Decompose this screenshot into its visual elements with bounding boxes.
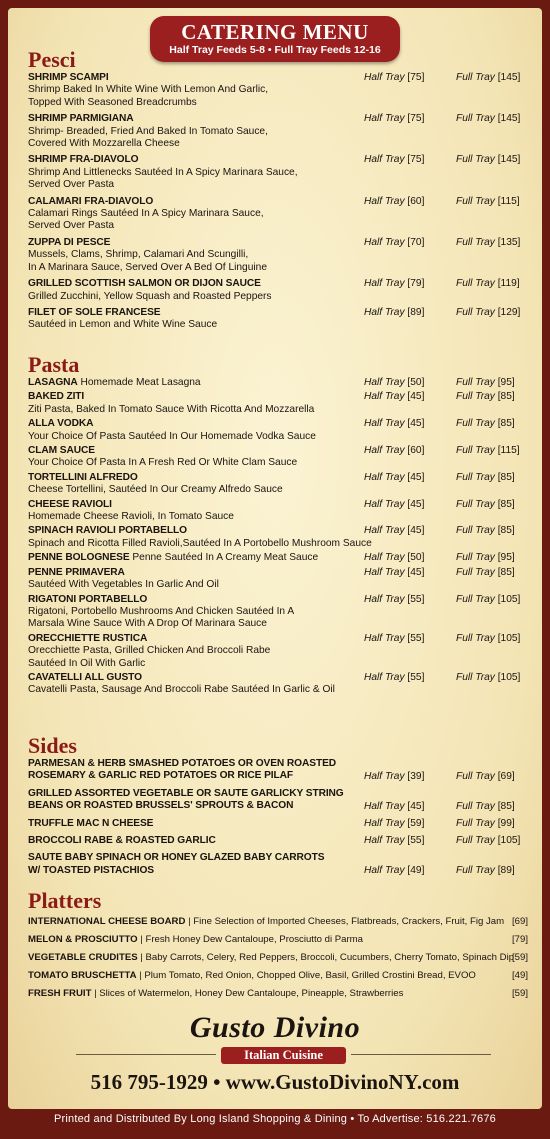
item-name: BROCCOLI RABE & ROASTED GARLIC <box>28 835 216 847</box>
half-tray-price <box>364 594 424 606</box>
full-tray-amount: [105] <box>497 835 521 847</box>
platter-name: FRESH FRUIT <box>28 988 92 999</box>
item-description: Mussels, Clams, Shrimp, Calamari And Scungilli, <box>28 249 249 261</box>
item-name: PENNE BOLOGNESE <box>28 552 130 564</box>
item-description: Shrimp- Breaded, Fried And Baked In Tomato Sauce, <box>28 125 268 137</box>
full-tray-label: Full Tray <box>456 418 498 430</box>
full-tray-price <box>456 72 520 84</box>
half-tray-label: Half Tray <box>364 498 408 510</box>
item-line <box>28 552 528 564</box>
half-tray-label: Half Tray <box>364 154 408 166</box>
half-tray-label: Half Tray <box>364 418 408 430</box>
full-tray-amount: [85] <box>497 471 515 483</box>
item-name: CLAM SAUCE <box>28 445 95 457</box>
footer-text: Printed and Distributed By Long Island Shopping & Dining • To Advertise: 516.221.7676 <box>54 1113 496 1125</box>
half-tray-amount: [45] <box>407 391 425 403</box>
section-platters <box>28 889 528 1003</box>
item-line <box>28 499 528 511</box>
section-pasta <box>28 353 528 699</box>
full-tray-amount: [105] <box>497 593 521 605</box>
item-inline-desc: Penne Sautéed In A Creamy Meat Sauce <box>132 552 319 564</box>
item-line <box>28 818 528 830</box>
full-tray-amount: [115] <box>497 445 520 457</box>
full-tray-price <box>456 307 520 319</box>
half-tray-amount: [45] <box>407 498 425 510</box>
full-tray-label: Full Tray <box>456 154 498 166</box>
item-description: Sautéed With Vegetables In Garlic And Oil <box>28 579 219 591</box>
item-description: Cheese Tortellini, Sautéed In Our Creamy Alfredo Sauce <box>28 484 283 496</box>
full-tray-price <box>456 818 515 830</box>
item-line <box>28 307 528 319</box>
half-tray-price <box>364 196 424 208</box>
half-tray-price <box>364 865 424 877</box>
full-tray-price <box>456 771 515 783</box>
half-tray-amount: [45] <box>407 471 425 483</box>
item-name: CAVATELLI ALL GUSTO <box>28 671 142 683</box>
item-description: Cavatelli Pasta, Sausage And Broccoli Rabe Sautéed In Garlic & Oil <box>28 684 335 696</box>
item-line <box>28 852 528 864</box>
half-tray-price <box>364 472 424 484</box>
divider-right <box>351 1054 491 1055</box>
menu-item <box>28 525 528 550</box>
item-line <box>28 567 528 579</box>
platter-description: | Slices of Watermelon, Honey Dew Cantaloupe, Pineapple, Strawberries <box>94 988 404 999</box>
item-description: Covered With Mozzarella Cheese <box>28 138 180 150</box>
menu-item <box>28 307 528 332</box>
half-tray-amount: [45] <box>407 418 425 430</box>
section-title-pesci: Pesci <box>28 47 76 72</box>
item-line <box>28 525 528 537</box>
menu-item <box>28 418 528 443</box>
full-tray-label: Full Tray <box>456 72 498 83</box>
full-tray-price <box>456 237 520 249</box>
menu-item <box>28 196 528 233</box>
brand-logo: Gusto Divino <box>189 1011 361 1044</box>
half-tray-amount: [75] <box>407 113 425 125</box>
item-line <box>28 445 528 457</box>
full-tray-amount: [85] <box>497 566 515 578</box>
platter-item <box>28 949 528 967</box>
half-tray-amount: [55] <box>407 671 425 683</box>
half-tray-price <box>364 391 424 403</box>
item-line <box>28 391 528 403</box>
half-tray-label: Half Tray <box>364 671 408 683</box>
full-tray-price <box>456 835 520 847</box>
full-tray-label: Full Tray <box>456 471 498 483</box>
half-tray-amount: [55] <box>407 593 425 605</box>
full-tray-amount: [145] <box>497 154 521 166</box>
menu-item <box>28 552 528 564</box>
menu-item <box>28 445 528 470</box>
item-line <box>28 237 528 249</box>
item-description: Shrimp And Littlenecks Sautéed In A Spicy Marinara Sauce, <box>28 166 298 178</box>
full-tray-amount: [85] <box>497 391 515 403</box>
half-tray-label: Half Tray <box>364 72 408 83</box>
item-line <box>28 594 528 606</box>
half-tray-amount: [49] <box>407 865 425 877</box>
platters-list <box>28 913 528 1003</box>
full-tray-price <box>456 552 515 564</box>
menu-item <box>28 499 528 524</box>
contact-line: 516 795-1929 • www.GustoDivinoNY.com <box>90 1070 460 1094</box>
menu-item <box>28 237 528 274</box>
item-name: ALLA VODKA <box>28 418 94 430</box>
platter-name: INTERNATIONAL CHEESE BOARD <box>28 916 186 927</box>
item-description: Grilled Zucchini, Yellow Squash and Roasted Peppers <box>28 290 272 302</box>
section-sides <box>28 734 528 882</box>
platter-price: [59] <box>511 988 528 999</box>
item-line <box>28 418 528 430</box>
full-tray-label: Full Tray <box>456 835 498 847</box>
item-name: CHEESE RAVIOLI <box>28 498 112 510</box>
platter-name: VEGETABLE CRUDITES <box>28 952 138 963</box>
menu-item <box>28 852 528 877</box>
brand-tagline: Italian Cuisine <box>221 1047 346 1064</box>
full-tray-price <box>456 865 515 877</box>
full-tray-amount: [85] <box>497 498 515 510</box>
half-tray-amount: [70] <box>407 236 425 248</box>
item-name: SPINACH RAVIOLI PORTABELLO <box>28 525 187 537</box>
full-tray-label: Full Tray <box>456 377 498 388</box>
platter-price: [49] <box>511 970 528 981</box>
menu-item <box>28 472 528 497</box>
half-tray-price <box>364 499 424 511</box>
half-tray-price <box>364 672 424 684</box>
half-tray-label: Half Tray <box>364 632 408 644</box>
full-tray-label: Full Tray <box>456 593 498 605</box>
half-tray-price <box>364 377 424 389</box>
half-tray-price <box>364 835 424 847</box>
item-description: Marsala Wine Sauce With A Drop Of Marinara Sauce <box>28 618 267 630</box>
item-name: BAKED ZITI <box>28 391 85 403</box>
half-tray-label: Half Tray <box>364 865 408 877</box>
half-tray-amount: [75] <box>407 154 425 166</box>
half-tray-amount: [75] <box>407 72 425 83</box>
half-tray-amount: [60] <box>407 445 425 457</box>
platter-item <box>28 967 528 985</box>
menu-item <box>28 154 528 191</box>
full-tray-amount: [99] <box>497 817 515 829</box>
platter-price: [79] <box>511 934 528 945</box>
platter-item <box>28 985 528 1003</box>
half-tray-amount: [45] <box>407 525 425 537</box>
half-tray-price <box>364 278 424 290</box>
full-tray-amount: [95] <box>497 552 515 564</box>
sides-list <box>28 758 528 877</box>
half-tray-label: Half Tray <box>364 195 408 207</box>
item-name: TRUFFLE MAC N CHEESE <box>28 817 154 829</box>
menu-item <box>28 72 528 109</box>
full-tray-label: Full Tray <box>456 306 498 318</box>
full-tray-price <box>456 445 520 457</box>
full-tray-amount: [85] <box>497 525 515 537</box>
full-tray-price <box>456 567 515 579</box>
menu-item <box>28 758 528 783</box>
item-name: PARMESAN & HERB SMASHED POTATOES OR OVEN ROASTED <box>28 758 337 769</box>
item-name: LASAGNA <box>28 377 78 388</box>
section-title-platters: Platters <box>28 888 102 913</box>
half-tray-amount: [45] <box>407 800 425 812</box>
full-tray-label: Full Tray <box>456 498 498 510</box>
full-tray-price <box>456 801 515 813</box>
full-tray-label: Full Tray <box>456 817 498 829</box>
full-tray-price <box>456 472 515 484</box>
full-tray-label: Full Tray <box>456 566 498 578</box>
item-description: Served Over Pasta <box>28 220 115 232</box>
half-tray-label: Half Tray <box>364 525 408 537</box>
full-tray-label: Full Tray <box>456 391 498 403</box>
full-tray-price <box>456 391 515 403</box>
item-name: ORECCHIETTE RUSTICA <box>28 632 148 644</box>
full-tray-label: Full Tray <box>456 113 498 125</box>
menu-item <box>28 567 528 592</box>
menu-title: CATERING MENU <box>181 20 369 44</box>
full-tray-amount: [119] <box>497 278 520 290</box>
menu-item <box>28 633 528 670</box>
full-tray-price <box>456 525 515 537</box>
item-name: SHRIMP SCAMPI <box>28 72 109 83</box>
full-tray-price <box>456 196 520 208</box>
menu-item <box>28 788 528 813</box>
half-tray-price <box>364 154 424 166</box>
item-description: Shrimp Baked In White Wine With Lemon And Garlic, <box>28 84 269 96</box>
menu-item <box>28 594 528 631</box>
item-line <box>28 633 528 645</box>
menu-item <box>28 113 528 150</box>
full-tray-amount: [129] <box>497 306 521 318</box>
full-tray-amount: [115] <box>497 195 520 207</box>
item-name: TORTELLINI ALFREDO <box>28 471 138 483</box>
item-line <box>28 758 528 770</box>
menu-item <box>28 835 528 847</box>
item-name: GRILLED SCOTTISH SALMON OR DIJON SAUCE <box>28 278 261 290</box>
platter-description: | Baby Carrots, Celery, Red Peppers, Broccoli, Cucumbers, Cherry Tomato, Spinach Dip <box>140 952 515 963</box>
half-tray-label: Half Tray <box>364 771 408 782</box>
full-tray-label: Full Tray <box>456 865 498 877</box>
platter-price: [59] <box>511 952 528 963</box>
platter-description: | Fresh Honey Dew Cantaloupe, Prosciutto di Parma <box>140 934 364 945</box>
half-tray-price <box>364 818 424 830</box>
menu-item <box>28 278 528 303</box>
full-tray-amount: [85] <box>497 800 515 812</box>
full-tray-amount: [105] <box>497 632 521 644</box>
half-tray-amount: [60] <box>407 195 425 207</box>
item-name-continued: ROSEMARY & GARLIC RED POTATOES OR RICE PILAF <box>28 770 294 782</box>
platter-name: TOMATO BRUSCHETTA <box>28 970 137 981</box>
platter-name: MELON & PROSCIUTTO <box>28 934 138 945</box>
item-description: Your Choice Of Pasta In A Fresh Red Or White Clam Sauce <box>28 457 298 469</box>
half-tray-amount: [45] <box>407 566 425 578</box>
full-tray-amount: [145] <box>497 113 521 125</box>
full-tray-price <box>456 499 515 511</box>
item-name: ZUPPA DI PESCE <box>28 236 111 248</box>
menu-page <box>8 8 542 1109</box>
item-name-continued: BEANS OR ROASTED BRUSSELS' SPROUTS & BACON <box>28 800 294 812</box>
half-tray-label: Half Tray <box>364 566 408 578</box>
full-tray-price <box>456 278 520 290</box>
item-name: PENNE PRIMAVERA <box>28 566 125 578</box>
full-tray-label: Full Tray <box>456 632 498 644</box>
item-line <box>28 377 528 389</box>
half-tray-label: Half Tray <box>364 377 408 388</box>
item-line <box>28 835 528 847</box>
full-tray-price <box>456 633 520 645</box>
full-tray-amount: [89] <box>497 865 515 877</box>
half-tray-amount: [89] <box>407 306 425 318</box>
item-inline-desc: Homemade Meat Lasagna <box>80 377 201 388</box>
half-tray-amount: [59] <box>407 817 425 829</box>
half-tray-price <box>364 418 424 430</box>
full-tray-label: Full Tray <box>456 195 498 207</box>
full-tray-amount: [69] <box>497 771 515 782</box>
platter-item <box>28 931 528 949</box>
half-tray-label: Half Tray <box>364 278 408 290</box>
half-tray-label: Half Tray <box>364 236 408 248</box>
full-tray-price <box>456 418 515 430</box>
full-tray-label: Full Tray <box>456 525 498 537</box>
section-title-pasta: Pasta <box>28 352 80 377</box>
item-name: CALAMARI FRA-DIAVOLO <box>28 195 154 207</box>
full-tray-amount: [85] <box>497 418 515 430</box>
half-tray-label: Half Tray <box>364 552 408 564</box>
full-tray-amount: [135] <box>497 236 521 248</box>
half-tray-label: Half Tray <box>364 835 408 847</box>
half-tray-amount: [55] <box>407 632 425 644</box>
item-name: GRILLED ASSORTED VEGETABLE OR SAUTE GARLICKY STRING <box>28 787 344 799</box>
full-tray-amount: [145] <box>497 72 521 83</box>
half-tray-price <box>364 567 424 579</box>
platter-price: [69] <box>511 916 528 927</box>
divider-left <box>76 1054 216 1055</box>
full-tray-amount: [95] <box>497 377 515 388</box>
half-tray-amount: [55] <box>407 835 425 847</box>
menu-item <box>28 377 528 389</box>
full-tray-price <box>456 594 520 606</box>
item-description: In A Marinara Sauce, Served Over A Bed Of Linguine <box>28 261 267 273</box>
half-tray-amount: [50] <box>407 377 425 388</box>
platter-description: | Plum Tomato, Red Onion, Chopped Olive, Basil, Grilled Crostini Bread, EVOO <box>139 970 476 981</box>
item-name: SHRIMP FRA-DIAVOLO <box>28 154 139 166</box>
pasta-list <box>28 377 528 697</box>
half-tray-price <box>364 801 424 813</box>
menu-item <box>28 818 528 830</box>
half-tray-label: Half Tray <box>364 306 408 318</box>
half-tray-label: Half Tray <box>364 471 408 483</box>
item-description: Your Choice Of Pasta Sautéed In Our Homemade Vodka Sauce <box>28 430 316 442</box>
item-description: Topped With Seasoned Breadcrumbs <box>28 96 197 108</box>
half-tray-price <box>364 771 424 783</box>
half-tray-label: Half Tray <box>364 593 408 605</box>
item-name: FILET OF SOLE FRANCESE <box>28 306 161 318</box>
full-tray-label: Full Tray <box>456 278 498 290</box>
half-tray-price <box>364 72 424 84</box>
full-tray-price <box>456 377 515 389</box>
item-description: Served Over Pasta <box>28 179 115 191</box>
item-description: Homemade Cheese Ravioli, In Tomato Sauce <box>28 511 234 523</box>
half-tray-amount: [79] <box>407 278 425 290</box>
item-line <box>28 72 528 84</box>
platter-item <box>28 913 528 931</box>
item-description: Orecchiette Pasta, Grilled Chicken And Broccoli Rabe <box>28 645 271 657</box>
full-tray-label: Full Tray <box>456 671 498 683</box>
half-tray-label: Half Tray <box>364 817 408 829</box>
menu-item <box>28 391 528 416</box>
full-tray-label: Full Tray <box>456 236 498 248</box>
half-tray-price <box>364 445 424 457</box>
half-tray-label: Half Tray <box>364 800 408 812</box>
platter-description: | Fine Selection of Imported Cheeses, Flatbreads, Crackers, Fruit, Fig Jam <box>188 916 505 927</box>
half-tray-label: Half Tray <box>364 445 408 457</box>
item-description: Calamari Rings Sautéed In A Spicy Marinara Sauce, <box>28 208 264 220</box>
half-tray-price <box>364 307 424 319</box>
item-line <box>28 278 528 290</box>
full-tray-price <box>456 113 520 125</box>
menu-subtitle: Half Tray Feeds 5-8 • Full Tray Feeds 12-16 <box>169 44 381 56</box>
pesci-list <box>28 72 528 332</box>
item-description: Sautéed in Lemon and White Wine Sauce <box>28 319 218 331</box>
item-name-continued: W/ TOASTED PISTACHIOS <box>28 864 155 876</box>
item-description: Spinach and Ricotta Filled Ravioli,Sautéed In A Portobello Mushroom Sauce <box>28 537 372 549</box>
item-description: Rigatoni, Portobello Mushrooms And Chicken Sautéed In A <box>28 605 295 617</box>
half-tray-label: Half Tray <box>364 391 408 403</box>
half-tray-label: Half Tray <box>364 113 408 125</box>
full-tray-label: Full Tray <box>456 552 498 564</box>
item-line <box>28 472 528 484</box>
full-tray-amount: [105] <box>497 671 521 683</box>
full-tray-price <box>456 672 520 684</box>
item-name: SAUTE BABY SPINACH OR HONEY GLAZED BABY CARROTS <box>28 852 325 864</box>
full-tray-price <box>456 154 520 166</box>
item-line <box>28 113 528 125</box>
half-tray-price <box>364 552 424 564</box>
full-tray-label: Full Tray <box>456 445 498 457</box>
section-title-sides: Sides <box>28 733 77 758</box>
half-tray-amount: [39] <box>407 771 425 782</box>
menu-item <box>28 672 528 697</box>
item-line <box>28 196 528 208</box>
item-line <box>28 672 528 684</box>
full-tray-label: Full Tray <box>456 800 498 812</box>
item-name: RIGATONI PORTABELLO <box>28 593 148 605</box>
half-tray-price <box>364 525 424 537</box>
half-tray-amount: [50] <box>407 552 425 564</box>
full-tray-label: Full Tray <box>456 771 498 782</box>
item-line <box>28 788 528 800</box>
item-description: Ziti Pasta, Baked In Tomato Sauce With Ricotta And Mozzarella <box>28 403 315 415</box>
half-tray-price <box>364 237 424 249</box>
section-pesci <box>28 48 528 336</box>
item-description: Sautéed In Oil With Garlic <box>28 657 146 669</box>
item-line <box>28 154 528 166</box>
item-name: SHRIMP PARMIGIANA <box>28 113 134 125</box>
half-tray-price <box>364 113 424 125</box>
half-tray-price <box>364 633 424 645</box>
